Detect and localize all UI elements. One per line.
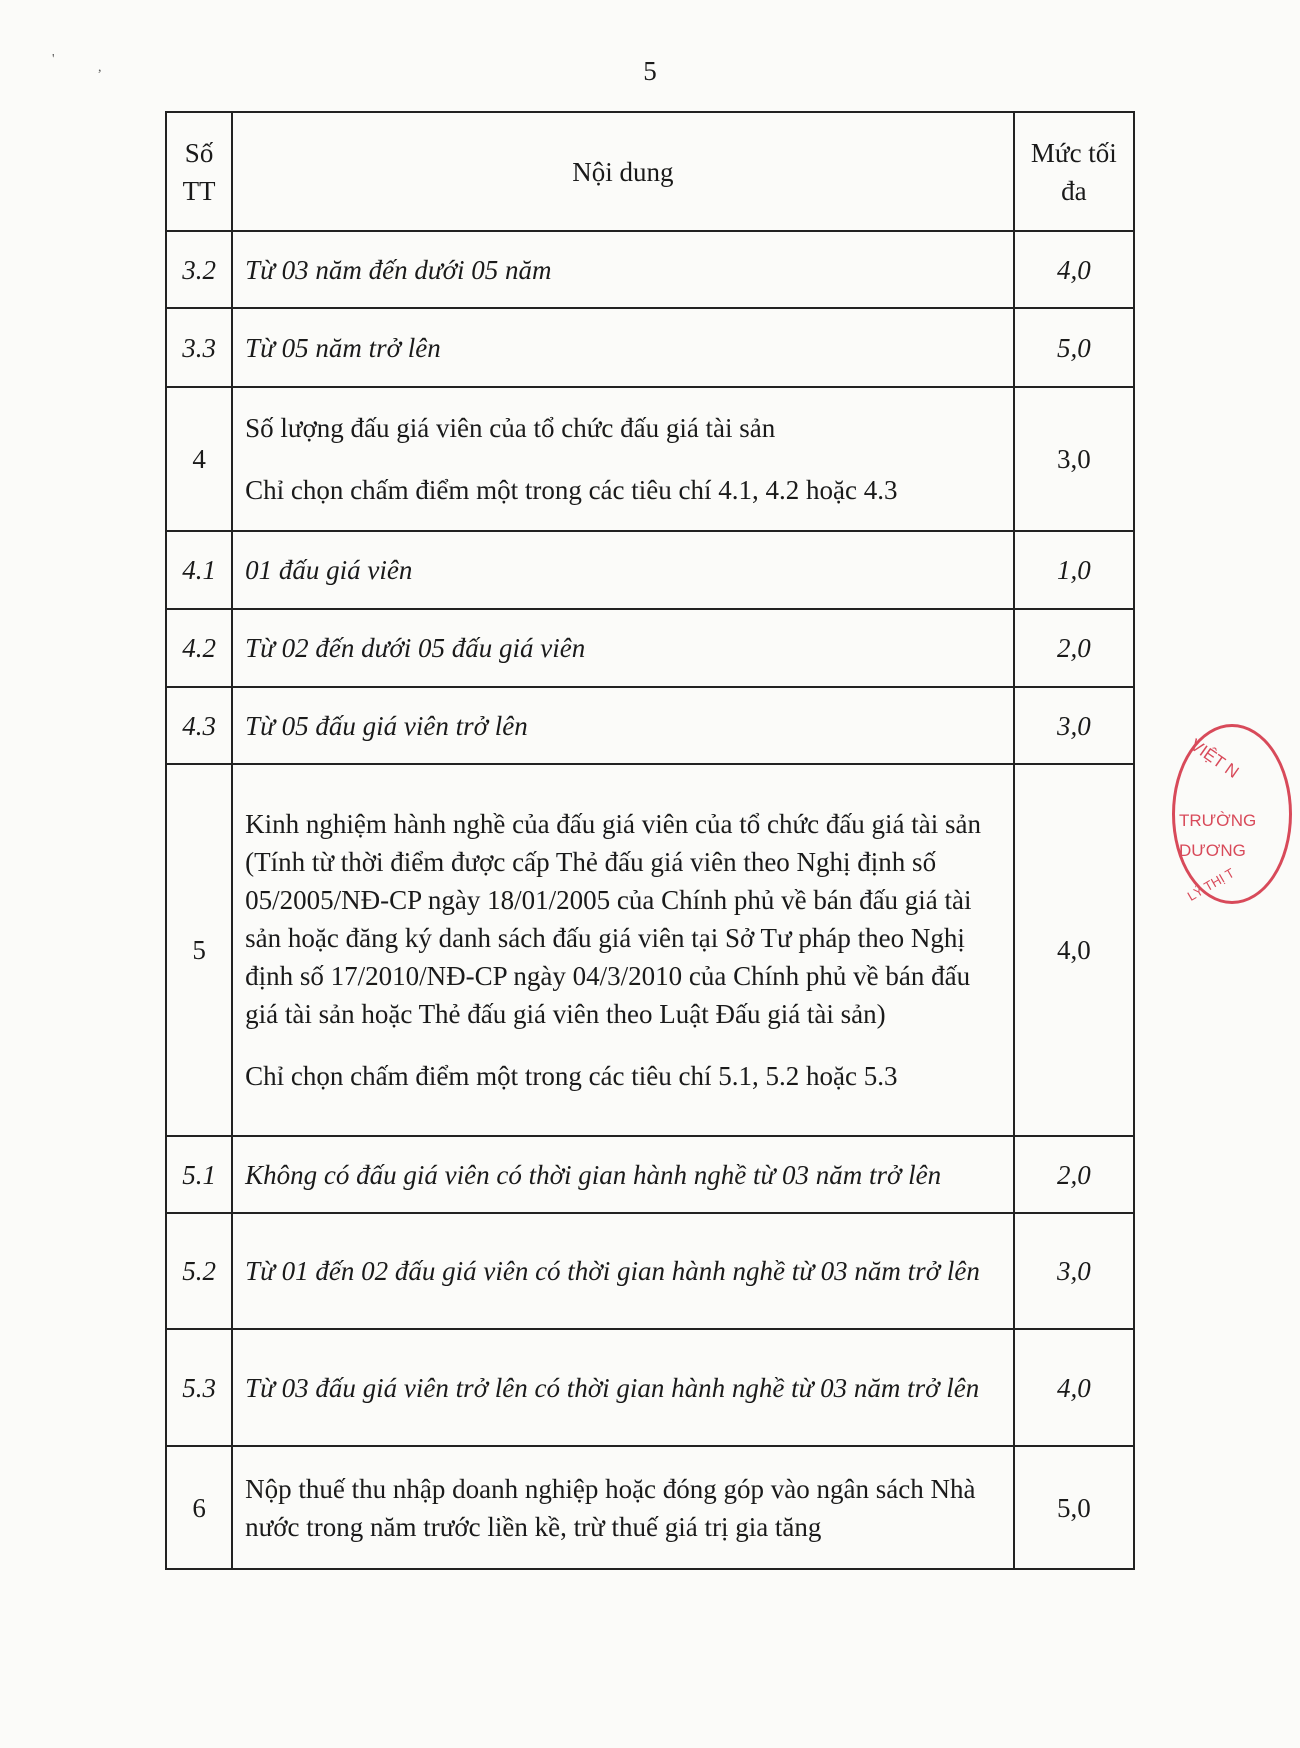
row-stt: 3.2 <box>166 231 232 308</box>
row-content: Từ 05 năm trở lên <box>232 308 1014 387</box>
table-row <box>166 231 1134 308</box>
table-row <box>166 609 1134 687</box>
header-content: Nội dung <box>232 112 1014 231</box>
stamp-text: VIỆT N <box>1186 735 1243 782</box>
row-stt: 5.2 <box>166 1213 232 1329</box>
scan-speck: ' <box>52 52 55 67</box>
row-content: Nộp thuế thu nhập doanh nghiệp hoặc đóng góp vào ngân sách Nhà nước trong năm trước liền kề, trừ thuế giá trị gia tăng <box>232 1446 1014 1569</box>
row-content <box>232 387 1014 531</box>
row-stt: 4.1 <box>166 531 232 609</box>
row-content-note: Chỉ chọn chấm điểm một trong các tiêu chí 4.1, 4.2 hoặc 4.3 <box>245 475 898 505</box>
row-max-score: 3,0 <box>1014 687 1134 764</box>
table-row <box>166 1329 1134 1446</box>
row-stt: 4.2 <box>166 609 232 687</box>
table-row <box>166 308 1134 387</box>
table-row <box>166 1136 1134 1213</box>
row-max-score: 3,0 <box>1014 1213 1134 1329</box>
row-max-score: 1,0 <box>1014 531 1134 609</box>
row-max-score: 2,0 <box>1014 1136 1134 1213</box>
row-content: Từ 05 đấu giá viên trở lên <box>232 687 1014 764</box>
row-content: Từ 02 đến dưới 05 đấu giá viên <box>232 609 1014 687</box>
row-max-score: 4,0 <box>1014 764 1134 1136</box>
row-max-score: 5,0 <box>1014 308 1134 387</box>
stamp-text: LÝ THỊ T <box>1184 865 1237 904</box>
table-row <box>166 1446 1134 1569</box>
row-max-score: 4,0 <box>1014 231 1134 308</box>
table-header-row <box>166 112 1134 231</box>
official-stamp <box>1172 724 1292 904</box>
row-content-note: Chỉ chọn chấm điểm một trong các tiêu chí 5.1, 5.2 hoặc 5.3 <box>245 1061 898 1091</box>
row-stt: 3.3 <box>166 308 232 387</box>
row-content: Không có đấu giá viên có thời gian hành nghề từ 03 năm trở lên <box>232 1136 1014 1213</box>
row-max-score: 5,0 <box>1014 1446 1134 1569</box>
table-row <box>166 531 1134 609</box>
row-content: Từ 01 đến 02 đấu giá viên có thời gian hành nghề từ 03 năm trở lên <box>232 1213 1014 1329</box>
header-max: Mức tối đa <box>1014 112 1134 231</box>
table-row <box>166 387 1134 531</box>
row-content: Từ 03 đấu giá viên trở lên có thời gian hành nghề từ 03 năm trở lên <box>232 1329 1014 1446</box>
stamp-text: DƯƠNG <box>1179 841 1246 860</box>
row-stt: 6 <box>166 1446 232 1569</box>
row-stt: 5 <box>166 764 232 1136</box>
row-stt: 5.1 <box>166 1136 232 1213</box>
row-max-score: 4,0 <box>1014 1329 1134 1446</box>
row-stt: 5.3 <box>166 1329 232 1446</box>
criteria-table <box>165 111 1135 1570</box>
header-stt: Số TT <box>166 112 232 231</box>
row-max-score: 2,0 <box>1014 609 1134 687</box>
row-stt: 4.3 <box>166 687 232 764</box>
row-content-main: Kinh nghiệm hành nghề của đấu giá viên của tổ chức đấu giá tài sản (Tính từ thời điểm được cấp Thẻ đấu giá viên theo Nghị định số 05/2005/NĐ-CP ngày 18/01/2005 của Chính phủ về bán đấu giá tài sản hoặc đăng ký danh sách đấu giá viên tại Sở Tư pháp theo Nghị định số 17/2010/NĐ-CP ngày 04/3/2010 của Chính phủ về bán đấu giá tài sản hoặc Thẻ đấu giá viên theo Luật Đấu giá tài sản) <box>245 809 982 1029</box>
row-content <box>232 764 1014 1136</box>
table-row <box>166 764 1134 1136</box>
table-row <box>166 687 1134 764</box>
row-max-score: 3,0 <box>1014 387 1134 531</box>
page-number: 5 <box>643 56 657 86</box>
row-content-main: Số lượng đấu giá viên của tổ chức đấu giá tài sản <box>245 413 776 443</box>
stamp-text: TRƯỜNG <box>1179 811 1257 830</box>
row-content: 01 đấu giá viên <box>232 531 1014 609</box>
row-stt: 4 <box>166 387 232 531</box>
table-row <box>166 1213 1134 1329</box>
row-content: Từ 03 năm đến dưới 05 năm <box>232 231 1014 308</box>
scan-speck: , <box>98 60 102 75</box>
